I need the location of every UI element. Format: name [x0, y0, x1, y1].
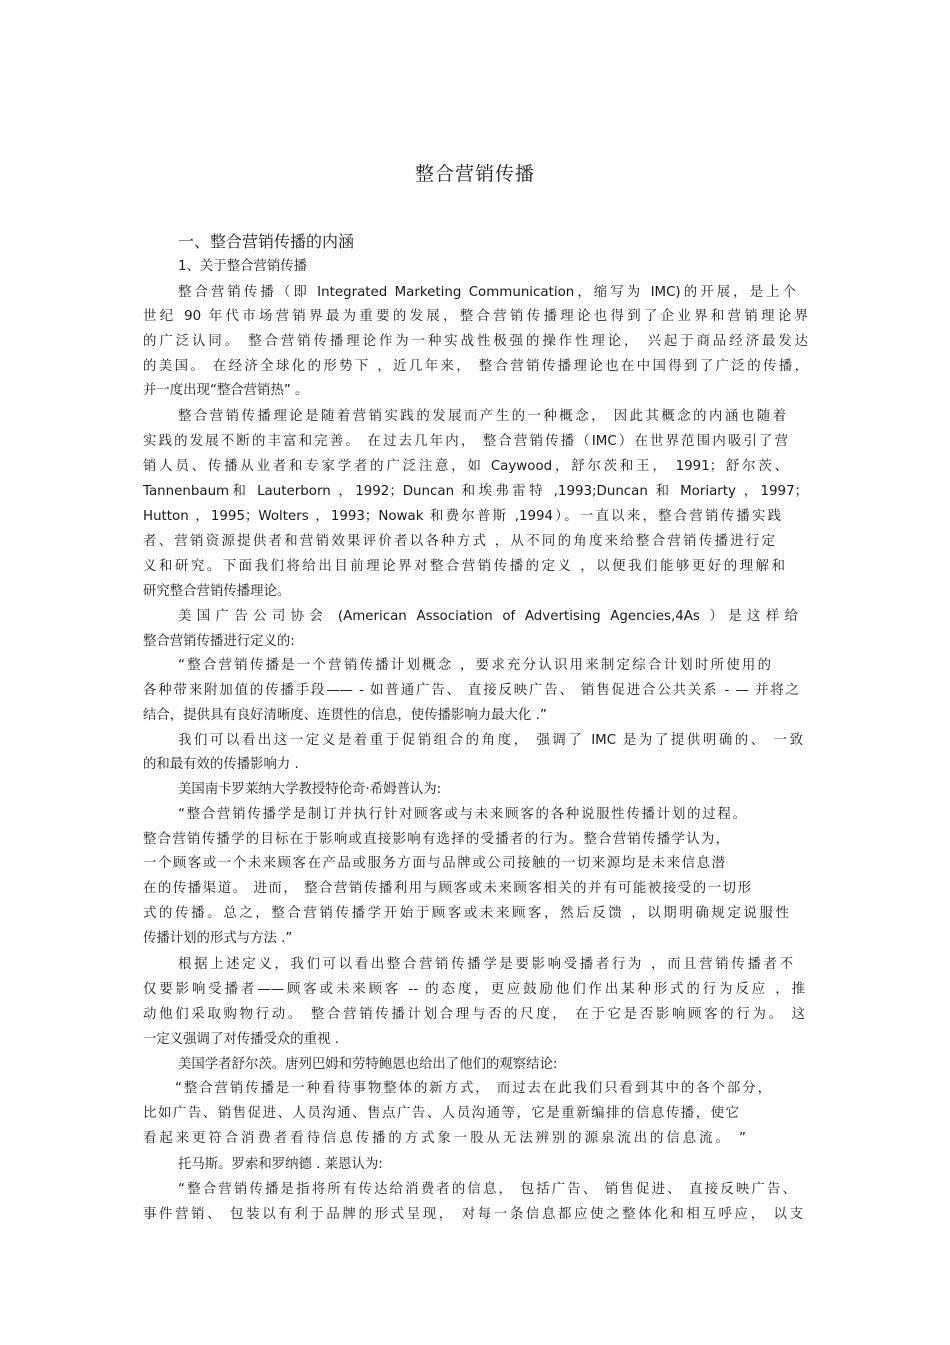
text-line: 比如广告、销售促进、人员沟通、售点广告、人员沟通等，它是重新编排的信息传播，使它 [143, 1106, 739, 1121]
text-line: 美国广告公司协会 (American Association of Advertising Agencies,4As ）是这样给 [178, 609, 798, 624]
text-line: 义和研究。下面我们将给出目前理论界对整合营销传播的定义 ，以便我们能够更好的理解和 [143, 559, 785, 574]
text-line: Tannenbaum和 Lauterborn ，1992；Duncan 和埃弗雷特 ,1993;Duncan 和 Moriarty ，1997； [143, 484, 808, 499]
text-line: 仅要影响受播者——顾客或未来顾客 -- 的态度，更应鼓励他们作出某种形式的行为反应 ，推 [143, 982, 805, 997]
text-line: 的和最有效的传播影响力 . [143, 757, 299, 772]
text-line: 事件营销、 包装以有利于品牌的形式呈现， 对每一条信息都应使之整体化和相互呼应， 以支 [143, 1207, 803, 1222]
text-line: 实践的发展不断的丰富和完善。 在过去几年内， 整合营销传播（IMC）在世界范围内吸引了营 [143, 434, 788, 449]
section-heading: 一、整合营销传播的内涵 [178, 232, 355, 251]
text-line: 整合营销传播学的目标在于影响或直接影响有选择的受播者的行为。整合营销传播学认为， [143, 832, 729, 847]
text-line: “整合营销传播学是制订并执行针对顾客或与未来顾客的各种说服性传播计划的过程。 [178, 807, 746, 822]
text-line: 我们可以看出这一定义是着重于促销组合的角度， 强调了 IMC 是为了提供明确的、 一致 [178, 733, 803, 748]
text-line: 各种带来附加值的传播手段—— - 如普通广告、 直接反映广告、 销售促进合公共关系 - — 并将之 [143, 683, 799, 698]
text-line: 整合营销传播进行定义的: [143, 634, 295, 649]
text-line: 根据上述定义，我们可以看出整合营销传播学是要影响受播者行为 ，而且营销传播者不 [178, 957, 793, 972]
text-line: 研究整合营销传播理论。 [143, 584, 291, 599]
text-line: 者、营销资源提供者和营销效果评价者以各种方式 ，从不同的角度来给整合营销传播进行定 [143, 534, 775, 549]
text-line: 一定义强调了对传播受众的重视 . [143, 1032, 339, 1047]
text-line: “整合营销传播是一个营销传播计划概念 ，要求充分认识用来制定综合计划时所使用的 [178, 658, 771, 673]
page-title: 整合营销传播 [414, 163, 535, 185]
text-line: 传播计划的形式与方法 .” [143, 931, 293, 946]
text-line: 整合营销传播理论是随着营销实践的发展而产生的一种概念， 因此其概念的内涵也随着 [178, 409, 786, 424]
text-line: “整合营销传播是一种看待事物整体的新方式， 而过去在此我们只看到其中的各个部分， [175, 1081, 771, 1096]
text-line: 的美国。 在经济全球化的形势下 ，近几年来， 整合营销传播理论也在中国得到了广泛的传播， [143, 359, 808, 374]
text-line: 看起来更符合消费者看待信息传播的方式象一股从无法辨别的源泉流出的信息流。 ” [143, 1131, 746, 1146]
text-line: 的广泛认同。 整合营销传播理论作为一种实战性极强的操作性理论， 兴起于商品经济最发达 [143, 334, 808, 349]
text-line: 结合，提供具有良好清晰度、连贯性的信息，使传播影响力最大化 .” [143, 708, 547, 723]
text-line: 美国学者舒尔茨。唐列巴姆和劳特鲍恩也给出了他们的观察结论: [178, 1057, 558, 1072]
text-line: “整合营销传播是指将所有传达给消费者的信息， 包括广告、 销售促进、 直接反映广告、 [178, 1182, 796, 1197]
text-line: 美国南卡罗莱纳大学教授特伦奇·希姆普认为: [178, 782, 442, 797]
text-line: 式的传播。总之，整合营销传播学开始于顾客或未来顾客，然后反馈 ，以期明确规定说服性 [143, 906, 789, 921]
text-line: 动他们采取购物行动。 整合营销传播计划合理与否的尺度， 在于它是否影响顾客的行为。 这 [143, 1007, 805, 1022]
text-line: 托马斯。罗索和罗纳德 . 莱恩认为: [178, 1157, 383, 1172]
text-line: 并一度出现“整合营销热” 。 [143, 383, 309, 398]
text-line: 销人员、传播从业者和专家学者的广泛注意，如 Caywood，舒尔茨和王， 1991；舒尔茨、 [143, 459, 788, 474]
text-line: 世纪 90 年代市场营销界最为重要的发展，整合营销传播理论也得到了企业界和营销理论界 [143, 309, 808, 324]
text-line: 在的传播渠道。 进而， 整合营销传播利用与顾客或未来顾客相关的并有可能被接受的一切形 [143, 881, 751, 896]
subsection-heading: 1、关于整合营销传播 [178, 259, 308, 274]
text-line: Hutton ，1995；Wolters ，1993；Nowak 和费尔普斯 ,1994）。一直以来，整合营销传播实践 [143, 509, 781, 524]
text-line: 整合营销传播（即 Integrated Marketing Communication，缩写为 IMC)的开展，是上个 [178, 285, 796, 300]
text-line: 一个顾客或一个未来顾客在产品或服务方面与品牌或公司接触的一切来源均是未来信息潜 [143, 856, 725, 871]
